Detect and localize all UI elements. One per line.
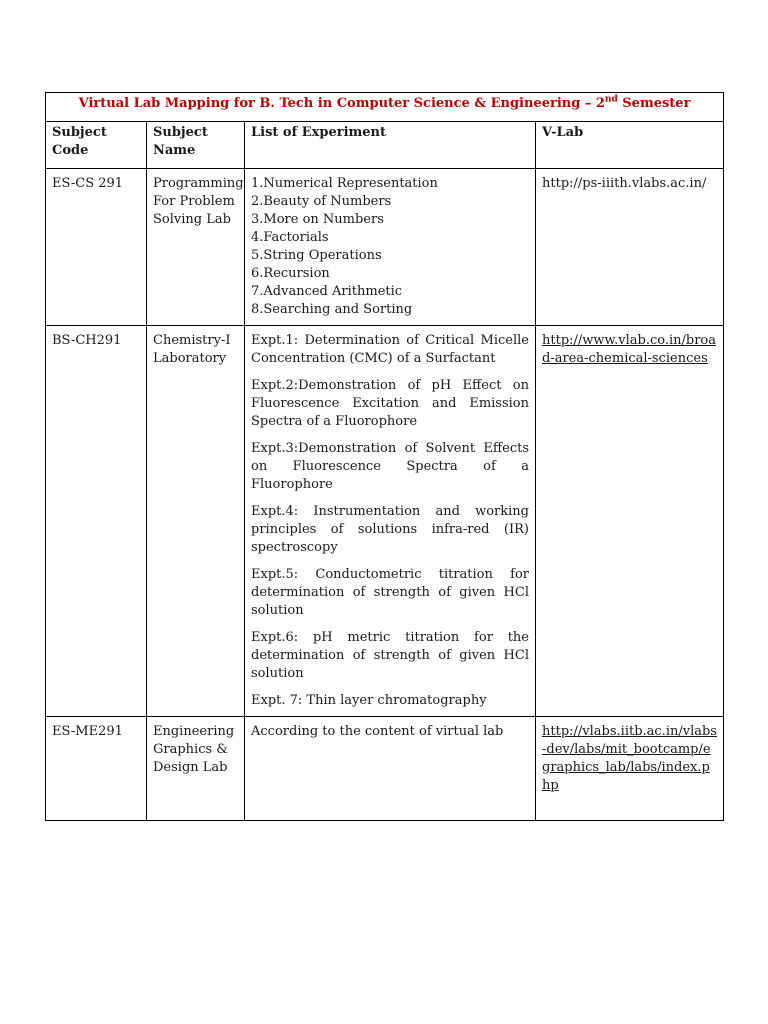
- experiment-list: According to the content of virtual lab: [245, 717, 536, 821]
- experiment-item: 3.More on Numbers: [251, 212, 384, 227]
- table-row: [46, 169, 724, 326]
- experiment-item: 8.Searching and Sorting: [251, 302, 413, 317]
- header-experiment-list: List of Experiment: [245, 122, 536, 169]
- vlab-link[interactable]: http://www.vlab.co.in/broad-area-chemical-sciences: [536, 326, 724, 717]
- experiment-item: 7.Advanced Arithmetic: [251, 284, 403, 299]
- subject-name: Engineering Graphics & Design Lab: [147, 717, 245, 821]
- subject-code: BS-CH291: [46, 326, 147, 717]
- experiment-list: [245, 169, 536, 326]
- experiment-item: Expt.3:Demonstration of Solvent Effects on Fluorescence Spectra of a Fluorophore: [251, 441, 529, 492]
- experiment-item: 4.Factorials: [251, 230, 329, 245]
- table-row: [46, 717, 724, 821]
- experiment-item: 5.String Operations: [251, 248, 382, 263]
- vlab-link[interactable]: http://vlabs.iitb.ac.in/vlabs-dev/labs/mit_bootcamp/egraphics_lab/labs/index.php: [536, 717, 724, 821]
- vlab-link[interactable]: http://ps-iiith.vlabs.ac.in/: [536, 169, 724, 326]
- table-title: [46, 93, 724, 122]
- experiment-item: Expt.2:Demonstration of pH Effect on Fluorescence Excitation and Emission Spectra of a Fluorophore: [251, 378, 529, 429]
- table-row: [46, 326, 724, 717]
- subject-name: Programming For Problem Solving Lab: [147, 169, 245, 326]
- experiment-list: [245, 326, 536, 717]
- experiment-item: Expt. 7: Thin layer chromatography: [251, 693, 487, 708]
- subject-name: Chemistry-I Laboratory: [147, 326, 245, 717]
- experiment-item: Expt.5: Conductometric titration for determination of strength of given HCl solution: [251, 567, 529, 618]
- title-superscript: nd: [604, 94, 618, 105]
- experiment-item: 1.Numerical Representation: [251, 176, 438, 191]
- subject-code: ES-CS 291: [46, 169, 147, 326]
- title-row: [46, 93, 724, 122]
- experiment-item: Expt.4: Instrumentation and working principles of solutions infra-red (IR) spectroscopy: [251, 504, 529, 555]
- virtual-lab-mapping-table: [45, 92, 724, 821]
- header-row: [46, 122, 724, 169]
- experiment-item: Expt.1: Determination of Critical Micelle Concentration (CMC) of a Surfactant: [251, 333, 529, 366]
- title-prefix: Virtual Lab Mapping for B. Tech in Computer Science & Engineering – 2: [78, 96, 605, 111]
- experiment-item: Expt.6: pH metric titration for the determination of strength of given HCl solution: [251, 630, 529, 681]
- header-vlab: V-Lab: [536, 122, 724, 169]
- experiment-item: 6.Recursion: [251, 266, 330, 281]
- title-suffix: Semester: [617, 96, 691, 111]
- experiment-item: 2.Beauty of Numbers: [251, 194, 392, 209]
- header-subject-name: Subject Name: [147, 122, 245, 169]
- header-subject-code: Subject Code: [46, 122, 147, 169]
- subject-code: ES-ME291: [46, 717, 147, 821]
